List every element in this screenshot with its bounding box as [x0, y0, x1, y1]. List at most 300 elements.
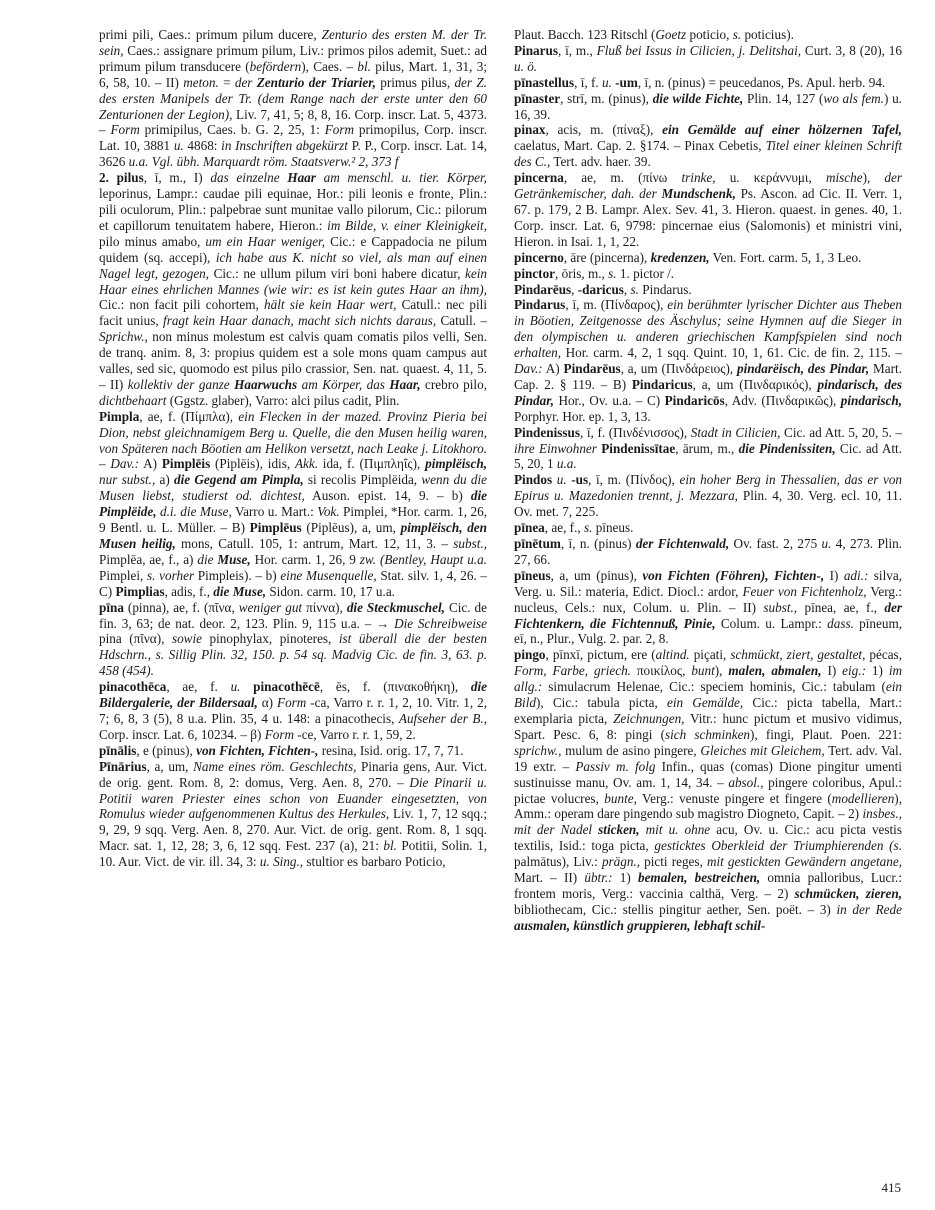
text-run: die Gegend am Pimpla, [174, 472, 304, 488]
text-run: ein hoher Berg in Thessalien, das er von Epirus u. Mazedonien trennt, j. Mezzara, [514, 472, 903, 504]
entry-pilus-2 [99, 170, 487, 409]
text-run: pingo [514, 647, 546, 663]
text-run: Pindarēus [514, 281, 572, 297]
text-run: , strī, m. (pinus), [560, 90, 653, 106]
text-run: Pimpla [99, 408, 140, 424]
text-run: trinke, [681, 170, 716, 186]
text-run: ihre Einwohner [514, 440, 602, 456]
text-run: silva, Verg. u. Sil.: materia, Edict. Diocl.: ardor, [514, 567, 902, 599]
entry-pinarius [99, 759, 487, 870]
text-run: pinctor [514, 265, 556, 281]
text-run: ), [714, 663, 729, 679]
text-run: Akk. [294, 456, 318, 472]
text-run: die Pindenissiten, [738, 440, 836, 456]
text-run: Potitii, Solin. 1, 10. Aur. Vict. de vir. ill. 34, 3: [99, 838, 487, 870]
text-run: leporinus, Lampr.: caudae pili equinae, Hor.: pili leonis e fronte, Plin.: pili oculorum, Plin.: palpebrae sunt munitae vallo pilorum, Cic.: pilorum et capillorum tenuitatem habere, Hieron.: [99, 186, 487, 233]
entry-pindenissus [514, 425, 902, 473]
text-run: s. [583, 520, 593, 536]
text-run: Porphyr. Hor. ep. 1, 3, 13. [514, 408, 651, 424]
text-run: Verg.: nucleus, Cels.: nux, Colum. u. Plin. – II) [514, 583, 902, 615]
text-run: der Getränkemischer, dah. der [514, 170, 902, 202]
text-run: Cic.: ne ullum pilum viri boni habere dicatur, [209, 265, 466, 281]
text-run: ich habe aus K. nicht so viel, als man auf einen Nagel legt, gezogen, [99, 249, 487, 281]
text-run: 4, 273. Plin. 27, 66. [514, 536, 902, 567]
text-run: Hor. carm. 1, 26, 9 [250, 551, 360, 567]
text-run: pinacothēcē [240, 679, 320, 695]
text-run: kein Haar eines ehrlichen Mannes (wie wir: es ist kein gutes Haar an ihm), [99, 265, 488, 297]
text-run: Liv. 7, 41, 5; 8, 8, 16. Corp. inscr. Lat. 5, 4373. – [99, 106, 487, 138]
text-run: u. κεράννυμι, [715, 170, 826, 186]
text-run: Pindaricōs [664, 392, 725, 408]
text-run: Ven. Fort. carm. 5, 1, 3 Leo. [709, 249, 862, 265]
entry-pinacotheca [99, 679, 487, 743]
text-run: ein Gemälde, [666, 695, 744, 711]
text-run: 1) [865, 663, 889, 679]
text-run: 1. pictor /. [616, 265, 675, 281]
text-run: pīnea [514, 520, 545, 536]
text-run: pinacothēca [99, 679, 167, 695]
text-run: , a, um (pinus), [550, 567, 643, 583]
text-run: in der Rede [836, 901, 902, 917]
text-run: (Ggstz. glaber), Varro: alci pilus cadit, Plin. [166, 392, 400, 408]
text-run: Pindarus [514, 297, 566, 313]
text-run: a) [155, 472, 175, 488]
text-run: der Fichtenwald, [635, 536, 730, 551]
text-run: 1) [612, 870, 638, 886]
text-run: Cic.: e Cappadocia ne pilum quidem (sq. accepi), [99, 233, 487, 265]
page-number: 415 [881, 1180, 901, 1196]
text-run: primus pilus, [375, 74, 455, 90]
text-run: Pimplei, [99, 567, 148, 583]
text-run: Mart. Cap. 2. § 119. – B) [514, 361, 902, 392]
text-run: der Z. des ersten Manipels der Tr. (dem Range nach der erste unter den 60 Zenturionen der Legion), [99, 74, 487, 122]
text-run: meton. [183, 74, 219, 90]
text-run: am menschl. u. tier. Körper, [315, 170, 487, 186]
text-run: im allg.: [514, 663, 902, 695]
entry-pilus-1-continuation [99, 27, 487, 170]
text-run: simulacrum Helenae, Cic.: speciem hominis, Cic.: tabulam ( [542, 679, 886, 695]
text-run: Pindenissītae [601, 440, 676, 456]
text-run: subst., [763, 599, 798, 615]
text-run: primipilus, Caes. b. G. 2, 25, 1: [139, 122, 325, 138]
text-run: kredenzen, [650, 249, 710, 265]
text-run: Die Schreibweise [394, 615, 487, 631]
text-run: ), Amm.: operam dare pingendo sub magistro Diogneto, Capit. – 2) [514, 790, 902, 822]
text-run: Plaut. Bacch. 123 Ritschl ( [514, 27, 656, 42]
text-run: ein Bild [514, 679, 902, 711]
text-run: primi pili, Caes.: primum pilum ducere, [99, 27, 322, 42]
text-run: ), [862, 170, 885, 186]
text-run: bemalen, bestreichen, [637, 870, 761, 886]
text-run: Zenturio des ersten M. der Tr. sein, [99, 27, 487, 58]
entry-pindareus-ref [514, 282, 902, 298]
text-run: Infin., quas (comas) Dione pingitur umenti sustinuisse manu, Ov. am. 1, 14, 34. – [514, 758, 902, 790]
text-run: im Bilde, v. einer Kleinigkeit, [327, 217, 487, 233]
text-run: pīneus. [592, 520, 634, 536]
text-run: Pindaricus [631, 376, 693, 392]
text-run: Stat. silv. 1, 4, 26. – C) [99, 567, 487, 599]
text-run: Haar [287, 170, 316, 186]
text-run: u. Sing., [259, 854, 304, 870]
text-run: von Fichten (Föhren), Fichten-, [642, 567, 825, 583]
text-run: Cic. ad Att. 5, 20, 5. – [780, 424, 903, 440]
text-run: Ps. Ascon. ad Cic. II. Verr. 1, 67. p. 179, 2 B. Lampr. Alex. Sev. 41, 3. Hieron. quaest. in genes. 40, 1. Corp. inscr. Lat. 6, 9798: pincernae eius (Salomonis) et ministri vini, Hieron. in Isai. 1, 1, 22. [514, 186, 902, 249]
text-run: Muse, [217, 551, 251, 567]
text-run: pimplëisch, [425, 456, 488, 472]
text-run: πίννα), [302, 599, 347, 615]
text-run: Cic. ad Att. 5, 20, 1 [514, 440, 902, 472]
text-run: s. vorher [147, 567, 198, 583]
text-run: Tert. adv. haer. 39. [550, 154, 651, 170]
text-run: Pimplēa, ae, f., a) [99, 551, 198, 567]
text-run: ist überall die der besten Hdschrn., s. Sillig Plin. 32, 150. p. 54 sq. Madvig Cic. de fin. 3, 63. p. 458 (454). [99, 631, 487, 679]
text-run: -ca, Varro r. r. 1, 2, 10. Vitr. 1, 2, 7; 6, 8, 3 (5), 8 u.a. Plin. 35, 4 u. 148: a pinacothecis, [99, 695, 487, 726]
text-run: , ī, m., I) [143, 170, 211, 186]
text-run: Pimpleis). – b) [197, 567, 281, 583]
text-run: pilo minus amabo, [99, 233, 206, 249]
text-run: ) u. 16, 39. [514, 90, 902, 122]
text-run: von Fichten, Fichten-, [196, 742, 319, 758]
entry-pina [99, 600, 487, 680]
two-column-text-block [99, 27, 902, 934]
text-run: Sprichw., [99, 329, 148, 345]
text-run: pīneus [514, 567, 551, 583]
text-run: s. [608, 265, 617, 281]
text-run: Pimplei, *Hor. carm. 1, 26, 9 Bentl. u. L. Müller. – B) [99, 504, 488, 536]
text-run: die wilde Fichte, [652, 90, 744, 106]
text-run: modellieren [831, 790, 895, 806]
text-run: Name eines röm. Geschlechts, [193, 758, 357, 774]
text-run: (Piplēus), a, um, [301, 520, 401, 536]
text-run: u. [821, 536, 832, 551]
text-run: Gleiches mit Gleichem, [700, 742, 825, 758]
text-run: sprichw., [514, 742, 562, 758]
text-run: , āre (pincerna), [563, 249, 651, 265]
text-run: absol., [728, 774, 764, 790]
text-run: pīnea, ae, f., [797, 599, 885, 615]
text-run: I) [821, 663, 843, 679]
text-run: insbes., mit der Nadel [514, 806, 902, 838]
text-run: bl. [357, 58, 371, 74]
entry-pinetum [514, 536, 902, 568]
text-run: befördern [249, 58, 302, 74]
text-run: Pinaria gens, Aur. Vict. de orig. gent. Rom. 8, 2: domus, Verg. Aen. 8, 270. – [99, 758, 487, 790]
text-run: zw. (Bentley, Haupt u.a. [359, 551, 487, 567]
text-run: = [218, 74, 235, 90]
text-run: , pīnxī, pictum, ere ( [545, 647, 656, 663]
text-run: (Piplēis), idis, [210, 456, 295, 472]
entry-pinaster [514, 91, 902, 123]
entry-pinctor [514, 266, 902, 282]
text-run: hält sie kein Haar wert, [264, 297, 397, 313]
text-run: nur subst., [99, 472, 156, 488]
text-run: ausmalen, künstlich gruppieren, lebhaft schil- [514, 917, 766, 933]
text-run: dass. [827, 615, 854, 631]
text-run: mit u. ohne [639, 822, 711, 838]
text-run: , [571, 281, 578, 297]
text-run: die [197, 551, 218, 567]
text-run: primopilus, Corp. inscr. Lat. 10, 3881 [99, 122, 487, 154]
entry-pineus [514, 568, 902, 648]
text-run: pīneum, eī, n., Plur., Vulg. 2. par. 2, 8. [514, 615, 902, 647]
text-run: I) [824, 567, 844, 583]
text-run: ), Caes. – [301, 58, 358, 74]
entry-pinarius-continuation [514, 27, 902, 43]
text-run: Pimplias [115, 583, 165, 599]
text-run: Pindenissus [514, 424, 580, 440]
text-run: , a, um (Πινδαρικός), [692, 376, 818, 392]
text-run: in Inschriften abgekürzt [221, 138, 348, 154]
text-run: die Pimplëide, [99, 488, 487, 520]
text-run: Vok. [317, 504, 340, 520]
text-run: Tert. adv. Val. 19 extr. – [514, 742, 902, 774]
text-run: u. ö. [514, 58, 538, 74]
text-run: pīnastellus [514, 74, 575, 90]
text-run: Plin. 4, 30. Verg. ecl. 10, 11. Ov. met. 7, 225. [514, 488, 902, 520]
text-run: der Fichtenkern, die Fichtennuß, Pinie, [514, 599, 902, 631]
text-run: pingere coloribus, Apul.: pictae volucres, [514, 774, 903, 806]
text-run: Zenturio der Triarier, [256, 74, 376, 90]
text-run: , ī, n. (pinus) [560, 536, 636, 551]
text-run: A) [139, 456, 162, 472]
text-run: pindarisch, [840, 392, 902, 408]
text-run: die Muse, [213, 583, 267, 599]
text-run: Cic. de fin. 3, 63; de nat. deor. 2, 123. Plin. 9, 115 u.a. – → [99, 599, 487, 631]
text-run: -us [566, 472, 589, 488]
text-run: Catull. – [436, 313, 487, 329]
text-run: u.a. Vgl. übh. Marquardt röm. Staatsverw.² 2, 373 f [128, 154, 399, 170]
text-run: P. P., Corp. inscr. Lat. 14, 3626 [99, 138, 487, 170]
text-run: Ov. fast. 2, 275 [729, 536, 822, 551]
text-run: Haar, [389, 376, 421, 392]
text-run: A) [542, 361, 564, 377]
text-run: wenn du die Musen liebst, studierst od. dichtest, [99, 472, 487, 504]
text-run: mit gestickten Gewändern angetane, [706, 854, 902, 870]
text-run: Hor. carm. 4, 2, 1 sqq. Quint. 10, 1, 61. Cic. de fin. 2, 115. – [561, 345, 902, 361]
entry-pinalis [99, 743, 487, 759]
entry-pinarus [514, 43, 902, 75]
text-run: Pīnārius [99, 758, 147, 774]
text-run: wo als fem. [823, 90, 884, 106]
text-run: , ae, m. (πίνω [563, 170, 682, 186]
text-run: Zeichnungen, [613, 710, 685, 726]
text-run: gesticktes Oberkleid der Triumphierenden (s. [654, 838, 902, 854]
text-run: schmücken, zieren, [794, 885, 903, 901]
text-run: Pindarus. [638, 281, 692, 297]
entry-pinea [514, 520, 902, 536]
text-run: , [623, 281, 631, 297]
text-run: u. [556, 472, 567, 488]
text-run: Feuer von Fichtenholz, [742, 583, 867, 599]
entry-pincerna [514, 170, 902, 250]
text-run: pīnaster [514, 90, 561, 106]
text-run: Form [264, 726, 294, 742]
text-run: Mundschenk, [661, 186, 736, 202]
text-run: pīna [99, 599, 124, 615]
text-run: Cic.: non facit pili cohortem, [99, 297, 265, 313]
text-run: , ae, f. [166, 679, 231, 695]
text-run: weniger gut [238, 599, 303, 615]
text-run: Catull.: nec pili facit unius, [99, 297, 487, 329]
text-run: , ae, f. (Πίμπλα), [139, 408, 239, 424]
text-run: Dav.: [514, 361, 543, 377]
text-run: pincerno [514, 249, 564, 265]
text-run: Mart. – II) [514, 870, 585, 886]
text-run: pincerna [514, 170, 564, 186]
entry-pindarus [514, 297, 902, 424]
text-run: 2. pilus [99, 170, 144, 186]
text-run: , e (pinus), [136, 742, 197, 758]
text-run: Cic.: picta tabella, Mart.: exemplaria picta, [514, 695, 903, 726]
text-run: , Adv. (Πινδαρικῶς), [724, 392, 841, 408]
text-run: palmātus), [514, 854, 574, 870]
text-run: 4868: [183, 138, 222, 154]
text-run: , adis, f., [164, 583, 214, 599]
text-run: Stadt in Cilicien, [690, 424, 781, 440]
text-run: u. [230, 679, 241, 695]
text-run: , ae, f., [544, 520, 584, 536]
text-run: , ī, n. (pinus) = peucedanos, Ps. Apul. herb. 94. [637, 74, 886, 90]
text-run: , a, um (Πινδάρειος), [620, 361, 738, 377]
text-run: prägn., [601, 854, 641, 870]
text-run: , ī, m. (Πίνδαρος), [565, 297, 668, 313]
text-run: si recolis Pimplëida, [303, 472, 422, 488]
text-run: resina, Isid. orig. 17, 7, 71. [318, 742, 464, 758]
text-run: α) [257, 695, 278, 711]
entry-pindos [514, 472, 902, 520]
text-run: Hor., Ov. u.a. – C) [553, 392, 665, 408]
entry-pinastellus [514, 75, 902, 91]
text-run: eine Musenquelle, [280, 567, 377, 583]
text-run: , ī, f. [574, 74, 602, 90]
text-run: Corp. inscr. Lat. 6, 10234. – β) [99, 726, 265, 742]
text-run: Verg.: venuste pingere et fingere ( [636, 790, 832, 806]
text-run: pīnētum [514, 536, 561, 551]
text-run: Vitr.: hunc pictum et musivo vidimus, Spart. Pesc. 6, 8: pingi ( [514, 710, 902, 742]
text-run: am Körper, das [297, 376, 390, 392]
text-run: Varro u. Mart.: [231, 504, 318, 520]
text-run: sowie [171, 631, 202, 647]
text-run: mische [825, 170, 863, 186]
text-run: omnia palloribus, Lucr.: frontem moris, Verg.: vaccinia calthā, Verg. – 2) [514, 870, 902, 901]
text-run: d.i. die Muse, [156, 504, 232, 520]
text-run: u.a. [556, 456, 577, 472]
text-run: Die Pinarii u. Potitii waren Priester eines schon von Euander eingesetzten, von Romulus wieder aufgenommenen Kultus des Herkules, [99, 774, 487, 822]
text-run: Fluß bei Issus in Cilicien, j. Delitshai, [596, 42, 802, 58]
text-run: ida, f. (Πιμπληΐς), [318, 456, 426, 472]
text-run: , acis, m. (πίναξ), [545, 122, 663, 138]
text-run: ein berühmter lyrischer Dichter aus Theben in Böotien, Zeitgenosse des Äschylus; seine Hymnen auf die Sieger in den olympischen u. anderen griechischen Kampfspielen sind noch erhalten, [514, 297, 902, 361]
text-run: non minus molestum est calvis quam comatis pilos velli, Sen. de tranq. anim. 8, 3: propius quidem est a sole mons quam campus aut valles, sed sic, quomodo est pilus pilo crassior, Sen. nat. quaest. 4, 11, 5. – II) [99, 329, 487, 392]
text-run: Pindarēus [563, 361, 621, 377]
text-run: die Steckmuschel, [346, 599, 445, 615]
text-run: , ōris, m., [555, 265, 609, 281]
text-run: , ārum, m., [675, 440, 739, 456]
text-run: Pimplēis [161, 456, 211, 472]
text-run: poticius). [741, 27, 794, 42]
text-run: eig.: [842, 663, 866, 679]
text-run: adi.: [843, 567, 869, 583]
text-run: -um [611, 74, 638, 90]
text-run: subst., [453, 536, 487, 551]
text-run: die Bildergalerie, der Bildersaal, [99, 679, 487, 711]
text-run: , a, um, [146, 758, 194, 774]
text-run: pinophylax, pinoteres, [202, 631, 339, 647]
text-run: pilus, Mart. 1, 31, 3; 6, 58, 10. – II) [99, 58, 488, 90]
text-run: der [234, 74, 257, 90]
text-run: , ī, m. (Πίνδος), [588, 472, 680, 488]
entry-pingo [514, 647, 902, 933]
text-run: , ī, m., [557, 42, 597, 58]
text-run: stultior es barbaro Poticio, [303, 854, 446, 870]
text-run: Liv.: [573, 854, 602, 870]
text-run: caelatus, Mart. Cap. 2. §174. – Pinax Cebetis, [514, 138, 766, 154]
left-column [99, 27, 487, 934]
text-run: dichtbehaart [99, 392, 167, 408]
text-run: crebro pilo, [420, 376, 487, 392]
text-run: Passiv m. folg [575, 758, 656, 774]
text-run: mulum de asino pingere, [561, 742, 701, 758]
right-column [514, 27, 902, 934]
text-run: Caes.: assignare primum pilum, Liv.: primos pilos ademit, Suet.: ad primum pilum transducere ( [99, 42, 487, 74]
text-run: Form [110, 122, 140, 138]
text-run: sticken, [598, 822, 640, 838]
text-run: Plin. 14, 127 ( [743, 90, 824, 106]
text-run: u. [173, 138, 184, 154]
text-run: pīnālis [99, 742, 137, 758]
text-run: Aufseher der B., [398, 710, 487, 726]
entry-pincerno [514, 250, 902, 266]
text-run: mons, Catull. 105, 1: antrum, Mart. 12, 11, 3. – [175, 536, 454, 551]
text-run: bibliothecam, Cic.: stellis pingitur aether, Sen. poët. – 3) [514, 901, 837, 917]
text-run: pécas, [865, 647, 902, 663]
text-run: Titel einer kleinen Schrift des C., [514, 138, 902, 170]
text-run: fragt kein Haar danach, macht sich nichts daraus, [163, 313, 437, 329]
text-run: Sidon. carm. 10, 17 u.a. [266, 583, 395, 599]
text-run: s. [630, 281, 639, 297]
text-run: ein Gemälde auf einer hölzernen Tafel, [662, 122, 902, 138]
text-run: pindarëisch, des Pindar, [737, 361, 870, 377]
text-run: bl. [383, 838, 397, 854]
text-run: pindarisch, des Pindar, [514, 376, 902, 408]
text-run: Form [277, 695, 307, 711]
text-run: ), fingi, Plaut. Poen. 221: [750, 726, 902, 742]
text-run: u. [601, 74, 612, 90]
text-run: um ein Haar weniger, [205, 233, 326, 249]
text-run: Form, Farbe, griech. [514, 663, 631, 679]
text-run: Pindos [514, 472, 553, 488]
text-run: (pinna), ae, f. (πῖνα, [123, 599, 239, 615]
text-run: , ēs, f. (πινακοθήκη), [319, 679, 471, 695]
text-run: bunt [691, 663, 715, 679]
text-run: Auson. epist. 14, 9. – b) [304, 488, 471, 504]
text-run: übtr.: [584, 870, 613, 886]
text-run: kollektiv der ganze [127, 376, 235, 392]
text-run: Form [324, 122, 355, 138]
text-run: Haarwuchs [234, 376, 298, 392]
entry-pinax [514, 122, 902, 170]
text-run: sich schminken [664, 726, 751, 742]
text-run: piçati, [689, 647, 731, 663]
text-run: bunte, [604, 790, 637, 806]
text-run: ein Flecken in der mazed. Provinz Pieria bei Dion, nebst gleichnamigem Berg u. Quelle, die den Musen heilig waren, von Späteren nach Böotien am Helikon versetzt, nach Leake j. Litokhoro. – Dav.: [99, 408, 487, 472]
entry-pimpla [99, 409, 487, 600]
text-run: -ce, Varro r. r. 1, 59, 2. [294, 726, 416, 742]
text-run: das einzelne [210, 170, 288, 186]
text-run: Pinarus [514, 42, 558, 58]
text-run: Pimplēus [249, 520, 302, 536]
text-run: ), Cic.: tabula picta, [535, 695, 667, 711]
